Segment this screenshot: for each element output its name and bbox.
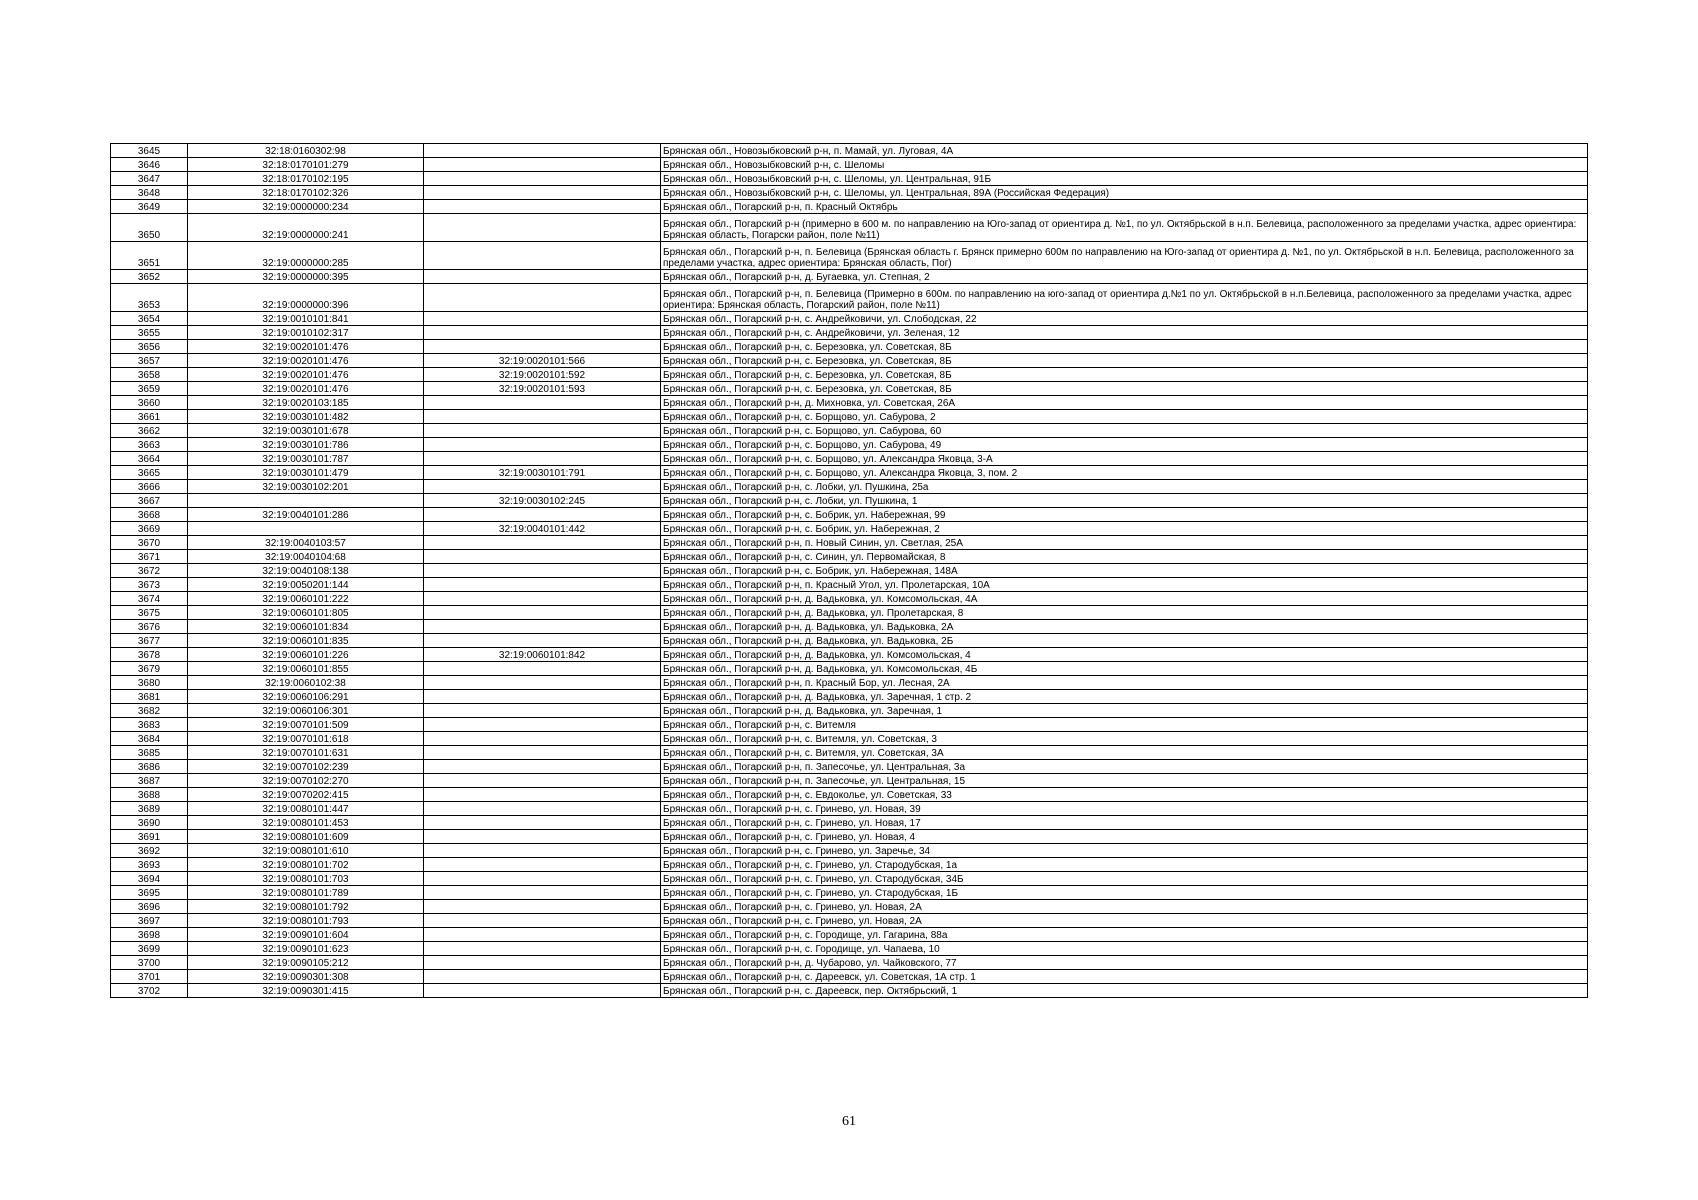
related-cadastral-number-cell: [424, 620, 661, 634]
table-row: [111, 718, 1588, 732]
related-cadastral-number-cell: [424, 340, 661, 354]
row-number-cell: 3659: [111, 382, 188, 396]
table-row: [111, 242, 1588, 270]
table-row: [111, 858, 1588, 872]
row-number-cell: 3683: [111, 718, 188, 732]
address-cell: Брянская обл., Погарский р-н, с. Борщово, ул. Сабурова, 49: [661, 438, 1588, 452]
related-cadastral-number-cell: 32:19:0020101:593: [424, 382, 661, 396]
address-cell: Брянская обл., Погарский р-н, с. Гринево, ул. Новая, 17: [661, 816, 1588, 830]
address-cell: Брянская обл., Погарский р-н, д. Вадьковка, ул. Комсомольская, 4А: [661, 592, 1588, 606]
table-row: [111, 970, 1588, 984]
address-cell: Брянская обл., Погарский р-н, с. Андрейковичи, ул. Слободская, 22: [661, 312, 1588, 326]
cadastral-number-cell: 32:19:0040103:57: [188, 536, 424, 550]
cadastral-number-cell: 32:19:0060106:301: [188, 704, 424, 718]
table-row: [111, 284, 1588, 312]
cadastral-number-cell: 32:19:0090101:623: [188, 942, 424, 956]
table-row: [111, 200, 1588, 214]
row-number-cell: 3692: [111, 844, 188, 858]
address-cell: Брянская обл., Погарский р-н, с. Березовка, ул. Советская, 8Б: [661, 354, 1588, 368]
property-table: [110, 143, 1588, 998]
related-cadastral-number-cell: [424, 284, 661, 312]
cadastral-number-cell: 32:19:0030101:678: [188, 424, 424, 438]
row-number-cell: 3653: [111, 284, 188, 312]
related-cadastral-number-cell: [424, 592, 661, 606]
row-number-cell: 3669: [111, 522, 188, 536]
table-row: [111, 368, 1588, 382]
cadastral-number-cell: 32:19:0020101:476: [188, 368, 424, 382]
row-number-cell: 3670: [111, 536, 188, 550]
related-cadastral-number-cell: [424, 326, 661, 340]
row-number-cell: 3676: [111, 620, 188, 634]
table-row: [111, 690, 1588, 704]
cadastral-number-cell: 32:19:0000000:396: [188, 284, 424, 312]
table-row: [111, 354, 1588, 368]
related-cadastral-number-cell: [424, 662, 661, 676]
related-cadastral-number-cell: [424, 550, 661, 564]
address-cell: Брянская обл., Погарский р-н, с. Гринево, ул. Стародубская, 1Б: [661, 886, 1588, 900]
row-number-cell: 3686: [111, 760, 188, 774]
row-number-cell: 3675: [111, 606, 188, 620]
related-cadastral-number-cell: [424, 788, 661, 802]
cadastral-number-cell: 32:19:0000000:285: [188, 242, 424, 270]
address-cell: Брянская обл., Погарский р-н, п. Красный Бор, ул. Лесная, 2А: [661, 676, 1588, 690]
related-cadastral-number-cell: [424, 158, 661, 172]
table-row: [111, 676, 1588, 690]
address-cell: Брянская обл., Погарский р-н, с. Березовка, ул. Советская, 8Б: [661, 340, 1588, 354]
related-cadastral-number-cell: [424, 844, 661, 858]
address-cell: Брянская обл., Погарский р-н, с. Борщово, ул. Сабурова, 2: [661, 410, 1588, 424]
cadastral-number-cell: 32:19:0020103:185: [188, 396, 424, 410]
related-cadastral-number-cell: [424, 774, 661, 788]
table-row: [111, 396, 1588, 410]
table-row: [111, 522, 1588, 536]
cadastral-number-cell: 32:19:0020101:476: [188, 382, 424, 396]
cadastral-number-cell: 32:19:0090101:604: [188, 928, 424, 942]
related-cadastral-number-cell: 32:19:0030102:245: [424, 494, 661, 508]
related-cadastral-number-cell: [424, 410, 661, 424]
address-cell: Брянская обл., Погарский р-н, п. Белевица (Примерно в 600м. по направлению на юго-запад от ориентира д.№1 по ул. Октябрьской в н.п.Белевица, расположенного за пределами участка, адрес ориентира: Брянская область, Погарский район, поле №11): [661, 284, 1588, 312]
table-row: [111, 928, 1588, 942]
cadastral-number-cell: 32:19:0000000:241: [188, 214, 424, 242]
cadastral-number-cell: 32:19:0070101:618: [188, 732, 424, 746]
cadastral-number-cell: 32:19:0060101:226: [188, 648, 424, 662]
row-number-cell: 3677: [111, 634, 188, 648]
address-cell: Брянская обл., Погарский р-н, п. Новый Синин, ул. Светлая, 25А: [661, 536, 1588, 550]
cadastral-number-cell: 32:19:0080101:453: [188, 816, 424, 830]
address-cell: Брянская обл., Новозыбковский р-н, с. Шеломы, ул. Центральная, 89А (Российская Федерация): [661, 186, 1588, 200]
table-row: [111, 564, 1588, 578]
row-number-cell: 3695: [111, 886, 188, 900]
table-row: [111, 438, 1588, 452]
row-number-cell: 3700: [111, 956, 188, 970]
table-row: [111, 872, 1588, 886]
related-cadastral-number-cell: [424, 718, 661, 732]
cadastral-number-cell: 32:19:0080101:792: [188, 900, 424, 914]
address-cell: Брянская обл., Погарский р-н, с. Евдоколье, ул. Советская, 33: [661, 788, 1588, 802]
cadastral-number-cell: [188, 494, 424, 508]
row-number-cell: 3680: [111, 676, 188, 690]
related-cadastral-number-cell: 32:19:0040101:442: [424, 522, 661, 536]
address-cell: Брянская обл., Погарский р-н, с. Гринево, ул. Новая, 2А: [661, 914, 1588, 928]
table-row: [111, 760, 1588, 774]
table-row: [111, 774, 1588, 788]
row-number-cell: 3678: [111, 648, 188, 662]
related-cadastral-number-cell: [424, 886, 661, 900]
address-cell: Брянская обл., Погарский р-н, с. Гринево, ул. Новая, 39: [661, 802, 1588, 816]
related-cadastral-number-cell: [424, 816, 661, 830]
row-number-cell: 3687: [111, 774, 188, 788]
table-row: [111, 550, 1588, 564]
row-number-cell: 3652: [111, 270, 188, 284]
table-body: [111, 144, 1588, 998]
related-cadastral-number-cell: 32:19:0060101:842: [424, 648, 661, 662]
row-number-cell: 3702: [111, 984, 188, 998]
table-row: [111, 844, 1588, 858]
cadastral-number-cell: 32:19:0090301:415: [188, 984, 424, 998]
row-number-cell: 3681: [111, 690, 188, 704]
related-cadastral-number-cell: [424, 830, 661, 844]
table-row: [111, 424, 1588, 438]
table-row: [111, 984, 1588, 998]
related-cadastral-number-cell: 32:19:0020101:566: [424, 354, 661, 368]
cadastral-number-cell: 32:19:0020101:476: [188, 354, 424, 368]
related-cadastral-number-cell: [424, 970, 661, 984]
row-number-cell: 3664: [111, 452, 188, 466]
row-number-cell: 3655: [111, 326, 188, 340]
row-number-cell: 3696: [111, 900, 188, 914]
cadastral-number-cell: 32:19:0030101:787: [188, 452, 424, 466]
row-number-cell: 3698: [111, 928, 188, 942]
related-cadastral-number-cell: [424, 242, 661, 270]
table-row: [111, 382, 1588, 396]
related-cadastral-number-cell: [424, 312, 661, 326]
cadastral-number-cell: 32:19:0020101:476: [188, 340, 424, 354]
related-cadastral-number-cell: [424, 564, 661, 578]
cadastral-number-cell: 32:19:0060101:835: [188, 634, 424, 648]
table-row: [111, 340, 1588, 354]
address-cell: Брянская обл., Погарский р-н, с. Дареевск, ул. Советская, 1А стр. 1: [661, 970, 1588, 984]
related-cadastral-number-cell: [424, 144, 661, 158]
address-cell: Брянская обл., Погарский р-н, д. Вадьковка, ул. Заречная, 1: [661, 704, 1588, 718]
table-row: [111, 662, 1588, 676]
table-row: [111, 592, 1588, 606]
address-cell: Брянская обл., Погарский р-н, с. Городище, ул. Чапаева, 10: [661, 942, 1588, 956]
address-cell: Брянская обл., Погарский р-н, с. Березовка, ул. Советская, 8Б: [661, 368, 1588, 382]
related-cadastral-number-cell: [424, 746, 661, 760]
address-cell: Брянская обл., Погарский р-н, с. Синин, ул. Первомайская, 8: [661, 550, 1588, 564]
row-number-cell: 3685: [111, 746, 188, 760]
cadastral-number-cell: 32:19:0070101:631: [188, 746, 424, 760]
cadastral-number-cell: 32:19:0060101:222: [188, 592, 424, 606]
cadastral-number-cell: 32:19:0080101:793: [188, 914, 424, 928]
address-cell: Брянская обл., Погарский р-н, д. Вадьковка, ул. Комсомольская, 4: [661, 648, 1588, 662]
table-row: [111, 914, 1588, 928]
table-row: [111, 158, 1588, 172]
table-row: [111, 802, 1588, 816]
table-row: [111, 648, 1588, 662]
row-number-cell: 3668: [111, 508, 188, 522]
row-number-cell: 3690: [111, 816, 188, 830]
cadastral-number-cell: 32:19:0080101:447: [188, 802, 424, 816]
table-row: [111, 312, 1588, 326]
address-cell: Брянская обл., Погарский р-н, д. Бугаевка, ул. Степная, 2: [661, 270, 1588, 284]
table-row: [111, 270, 1588, 284]
address-cell: Брянская обл., Погарский р-н (примерно в 600 м. по направлению на Юго-запад от ориентира д. №1, по ул. Октябрьской в н.п. Белевица, расположенного за пределами участка, адрес ориентира: Брянская область, Погарски район, поле №11): [661, 214, 1588, 242]
table-row: [111, 732, 1588, 746]
related-cadastral-number-cell: [424, 186, 661, 200]
address-cell: Брянская обл., Погарский р-н, с. Дареевск, пер. Октябрьский, 1: [661, 984, 1588, 998]
table-row: [111, 452, 1588, 466]
table-row: [111, 186, 1588, 200]
row-number-cell: 3691: [111, 830, 188, 844]
address-cell: Брянская обл., Погарский р-н, с. Городище, ул. Гагарина, 88а: [661, 928, 1588, 942]
cadastral-number-cell: 32:18:0170102:195: [188, 172, 424, 186]
related-cadastral-number-cell: [424, 200, 661, 214]
cadastral-number-cell: 32:19:0040101:286: [188, 508, 424, 522]
cadastral-number-cell: 32:19:0060101:834: [188, 620, 424, 634]
row-number-cell: 3693: [111, 858, 188, 872]
row-number-cell: 3671: [111, 550, 188, 564]
table-row: [111, 956, 1588, 970]
cadastral-number-cell: [188, 522, 424, 536]
row-number-cell: 3667: [111, 494, 188, 508]
related-cadastral-number-cell: [424, 858, 661, 872]
address-cell: Брянская обл., Погарский р-н, п. Запесочье, ул. Центральная, 3а: [661, 760, 1588, 774]
row-number-cell: 3694: [111, 872, 188, 886]
row-number-cell: 3660: [111, 396, 188, 410]
address-cell: Брянская обл., Погарский р-н, д. Вадьковка, ул. Вадьковка, 2А: [661, 620, 1588, 634]
address-cell: Брянская обл., Погарский р-н, с. Гринево, ул. Новая, 2А: [661, 900, 1588, 914]
cadastral-number-cell: 32:19:0070101:509: [188, 718, 424, 732]
related-cadastral-number-cell: [424, 900, 661, 914]
cadastral-number-cell: 32:19:0080101:702: [188, 858, 424, 872]
related-cadastral-number-cell: [424, 984, 661, 998]
address-cell: Брянская обл., Погарский р-н, с. Гринево, ул. Стародубская, 1а: [661, 858, 1588, 872]
related-cadastral-number-cell: [424, 480, 661, 494]
row-number-cell: 3650: [111, 214, 188, 242]
table-row: [111, 816, 1588, 830]
row-number-cell: 3661: [111, 410, 188, 424]
cadastral-number-cell: 32:19:0080101:703: [188, 872, 424, 886]
table-row: [111, 578, 1588, 592]
address-cell: Брянская обл., Погарский р-н, с. Борщово, ул. Александра Яковца, 3, пом. 2: [661, 466, 1588, 480]
related-cadastral-number-cell: [424, 452, 661, 466]
related-cadastral-number-cell: [424, 732, 661, 746]
related-cadastral-number-cell: [424, 536, 661, 550]
cadastral-number-cell: 32:19:0030101:482: [188, 410, 424, 424]
table-row: [111, 942, 1588, 956]
table-row: [111, 326, 1588, 340]
row-number-cell: 3688: [111, 788, 188, 802]
cadastral-number-cell: 32:19:0060101:855: [188, 662, 424, 676]
related-cadastral-number-cell: [424, 928, 661, 942]
cadastral-number-cell: 32:19:0080101:610: [188, 844, 424, 858]
row-number-cell: 3658: [111, 368, 188, 382]
address-cell: Брянская обл., Новозыбковский р-н, с. Шеломы, ул. Центральная, 91Б: [661, 172, 1588, 186]
row-number-cell: 3672: [111, 564, 188, 578]
table-row: [111, 508, 1588, 522]
related-cadastral-number-cell: [424, 760, 661, 774]
table-row: [111, 214, 1588, 242]
cadastral-number-cell: 32:19:0030102:201: [188, 480, 424, 494]
table-row: [111, 606, 1588, 620]
related-cadastral-number-cell: [424, 956, 661, 970]
table-row: [111, 788, 1588, 802]
address-cell: Брянская обл., Погарский р-н, с. Витемля: [661, 718, 1588, 732]
row-number-cell: 3649: [111, 200, 188, 214]
cadastral-number-cell: 32:19:0090301:308: [188, 970, 424, 984]
related-cadastral-number-cell: [424, 690, 661, 704]
row-number-cell: 3699: [111, 942, 188, 956]
address-cell: Брянская обл., Погарский р-н, п. Красный Октябрь: [661, 200, 1588, 214]
row-number-cell: 3679: [111, 662, 188, 676]
address-cell: Брянская обл., Погарский р-н, с. Бобрик, ул. Набережная, 2: [661, 522, 1588, 536]
related-cadastral-number-cell: [424, 914, 661, 928]
cadastral-number-cell: 32:18:0170102:326: [188, 186, 424, 200]
address-cell: Брянская обл., Погарский р-н, п. Красный Угол, ул. Пролетарская, 10А: [661, 578, 1588, 592]
cadastral-number-cell: 32:19:0010102:317: [188, 326, 424, 340]
cadastral-number-cell: 32:19:0000000:234: [188, 200, 424, 214]
table-row: [111, 900, 1588, 914]
cadastral-number-cell: 32:19:0060102:38: [188, 676, 424, 690]
row-number-cell: 3656: [111, 340, 188, 354]
address-cell: Брянская обл., Погарский р-н, д. Вадьковка, ул. Заречная, 1 стр. 2: [661, 690, 1588, 704]
address-cell: Брянская обл., Погарский р-н, с. Борщово, ул. Александра Яковца, 3-А: [661, 452, 1588, 466]
address-cell: Брянская обл., Погарский р-н, с. Гринево, ул. Заречье, 34: [661, 844, 1588, 858]
row-number-cell: 3645: [111, 144, 188, 158]
row-number-cell: 3657: [111, 354, 188, 368]
row-number-cell: 3674: [111, 592, 188, 606]
cadastral-number-cell: 32:19:0050201:144: [188, 578, 424, 592]
row-number-cell: 3646: [111, 158, 188, 172]
table-row: [111, 536, 1588, 550]
table-row: [111, 466, 1588, 480]
page-number: 61: [842, 1114, 856, 1129]
address-cell: Брянская обл., Погарский р-н, д. Вадьковка, ул. Пролетарская, 8: [661, 606, 1588, 620]
row-number-cell: 3666: [111, 480, 188, 494]
row-number-cell: 3684: [111, 732, 188, 746]
address-cell: Брянская обл., Погарский р-н, с. Бобрик, ул. Набережная, 148А: [661, 564, 1588, 578]
cadastral-number-cell: 32:19:0070102:270: [188, 774, 424, 788]
cadastral-number-cell: 32:19:0040104:68: [188, 550, 424, 564]
cadastral-number-cell: 32:19:0010101:841: [188, 312, 424, 326]
cadastral-number-cell: 32:19:0060101:805: [188, 606, 424, 620]
table-row: [111, 634, 1588, 648]
related-cadastral-number-cell: 32:19:0020101:592: [424, 368, 661, 382]
address-cell: Брянская обл., Погарский р-н, с. Гринево, ул. Новая, 4: [661, 830, 1588, 844]
table-row: [111, 494, 1588, 508]
table-row: [111, 172, 1588, 186]
cadastral-number-cell: 32:18:0160302:98: [188, 144, 424, 158]
table-row: [111, 144, 1588, 158]
row-number-cell: 3697: [111, 914, 188, 928]
cadastral-number-cell: 32:19:0030101:786: [188, 438, 424, 452]
address-cell: Брянская обл., Погарский р-н, с. Витемля, ул. Советская, 3: [661, 732, 1588, 746]
table-row: [111, 620, 1588, 634]
related-cadastral-number-cell: [424, 676, 661, 690]
cadastral-number-cell: 32:19:0090105:212: [188, 956, 424, 970]
table-row: [111, 410, 1588, 424]
address-cell: Брянская обл., Погарский р-н, д. Михновка, ул. Советская, 26А: [661, 396, 1588, 410]
related-cadastral-number-cell: [424, 606, 661, 620]
address-cell: Брянская обл., Погарский р-н, п. Белевица (Брянская область г. Брянск примерно 600м по направлению на Юго-запад от ориентира д. №1, по ул. Октябрьской в н.п. Белевица, расположенного за пределами участка, адрес ориентира: Брянская область, Пог): [661, 242, 1588, 270]
address-cell: Брянская обл., Погарский р-н, с. Борщово, ул. Сабурова, 60: [661, 424, 1588, 438]
cadastral-number-cell: 32:19:0030101:479: [188, 466, 424, 480]
address-cell: Брянская обл., Новозыбковский р-н, с. Шеломы: [661, 158, 1588, 172]
cadastral-number-cell: 32:19:0000000:395: [188, 270, 424, 284]
address-cell: Брянская обл., Погарский р-н, п. Запесочье, ул. Центральная, 15: [661, 774, 1588, 788]
address-cell: Брянская обл., Погарский р-н, д. Вадьковка, ул. Вадьковка, 2Б: [661, 634, 1588, 648]
address-cell: Брянская обл., Погарский р-н, с. Лобки, ул. Пушкина, 1: [661, 494, 1588, 508]
related-cadastral-number-cell: [424, 872, 661, 886]
cadastral-number-cell: 32:19:0060106:291: [188, 690, 424, 704]
cadastral-number-cell: 32:19:0070102:239: [188, 760, 424, 774]
cadastral-number-cell: 32:18:0170101:279: [188, 158, 424, 172]
address-cell: Брянская обл., Новозыбковский р-н, п. Мамай, ул. Луговая, 4А: [661, 144, 1588, 158]
related-cadastral-number-cell: [424, 802, 661, 816]
related-cadastral-number-cell: [424, 214, 661, 242]
address-cell: Брянская обл., Погарский р-н, с. Лобки, ул. Пушкина, 25а: [661, 480, 1588, 494]
address-cell: Брянская обл., Погарский р-н, с. Березовка, ул. Советская, 8Б: [661, 382, 1588, 396]
address-cell: Брянская обл., Погарский р-н, д. Вадьковка, ул. Комсомольская, 4Б: [661, 662, 1588, 676]
address-cell: Брянская обл., Погарский р-н, с. Бобрик, ул. Набережная, 99: [661, 508, 1588, 522]
related-cadastral-number-cell: [424, 396, 661, 410]
row-number-cell: 3648: [111, 186, 188, 200]
cadastral-number-cell: 32:19:0080101:609: [188, 830, 424, 844]
related-cadastral-number-cell: [424, 438, 661, 452]
related-cadastral-number-cell: [424, 270, 661, 284]
row-number-cell: 3647: [111, 172, 188, 186]
row-number-cell: 3673: [111, 578, 188, 592]
row-number-cell: 3651: [111, 242, 188, 270]
related-cadastral-number-cell: [424, 578, 661, 592]
address-cell: Брянская обл., Погарский р-н, с. Витемля, ул. Советская, 3А: [661, 746, 1588, 760]
related-cadastral-number-cell: [424, 634, 661, 648]
address-cell: Брянская обл., Погарский р-н, с. Андрейковичи, ул. Зеленая, 12: [661, 326, 1588, 340]
table-row: [111, 480, 1588, 494]
table-row: [111, 886, 1588, 900]
related-cadastral-number-cell: [424, 508, 661, 522]
row-number-cell: 3689: [111, 802, 188, 816]
address-cell: Брянская обл., Погарский р-н, с. Гринево, ул. Стародубская, 34Б: [661, 872, 1588, 886]
row-number-cell: 3663: [111, 438, 188, 452]
table-row: [111, 746, 1588, 760]
cadastral-number-cell: 32:19:0040108:138: [188, 564, 424, 578]
related-cadastral-number-cell: [424, 704, 661, 718]
related-cadastral-number-cell: [424, 172, 661, 186]
cadastral-number-cell: 32:19:0070202:415: [188, 788, 424, 802]
table-row: [111, 830, 1588, 844]
row-number-cell: 3682: [111, 704, 188, 718]
row-number-cell: 3654: [111, 312, 188, 326]
row-number-cell: 3662: [111, 424, 188, 438]
table-row: [111, 704, 1588, 718]
row-number-cell: 3701: [111, 970, 188, 984]
row-number-cell: 3665: [111, 466, 188, 480]
cadastral-number-cell: 32:19:0080101:789: [188, 886, 424, 900]
address-cell: Брянская обл., Погарский р-н, д. Чубарово, ул. Чайковского, 77: [661, 956, 1588, 970]
related-cadastral-number-cell: [424, 942, 661, 956]
related-cadastral-number-cell: [424, 424, 661, 438]
related-cadastral-number-cell: 32:19:0030101:791: [424, 466, 661, 480]
